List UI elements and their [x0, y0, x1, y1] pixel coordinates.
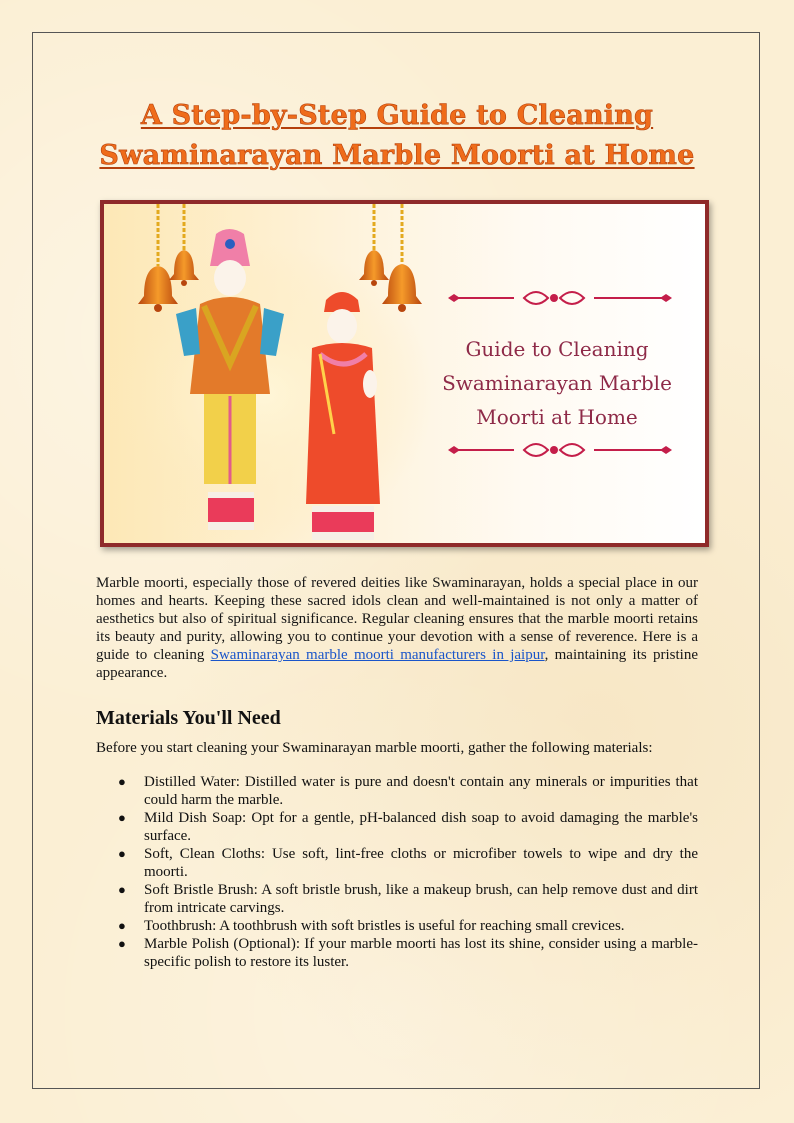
list-item: [96, 935, 698, 971]
bell-icon: [382, 204, 422, 312]
banner-caption: [422, 332, 692, 434]
divider-ornament-top: [448, 292, 672, 304]
list-item-text: Marble Polish (Optional): If your marble moorti has lost its shine, consider using a marble-specific polish to restore its luster.: [144, 936, 698, 970]
list-item: [96, 881, 698, 917]
bullet-icon: ●: [118, 936, 126, 951]
manufacturers-link[interactable]: Swaminarayan marble moorti manufacturers in jaipur: [210, 647, 545, 663]
bell-icon: [138, 204, 178, 312]
banner-caption-line: Guide to Cleaning: [465, 337, 649, 361]
banner-caption-line: Swaminarayan Marble: [442, 371, 672, 395]
list-item-text: Distilled Water: Distilled water is pure and doesn't contain any minerals or impurities that could harm the marble.: [144, 774, 698, 808]
bullet-icon: ●: [118, 774, 126, 789]
materials-lead: Before you start cleaning your Swaminarayan marble moorti, gather the following materials:: [96, 740, 653, 756]
banner-image: [100, 200, 709, 547]
list-item: [96, 845, 698, 881]
intro-paragraph: [96, 574, 698, 682]
bullet-icon: ●: [118, 846, 126, 861]
list-item: [96, 917, 698, 935]
bullet-icon: ●: [118, 882, 126, 897]
materials-list: [96, 773, 698, 971]
list-item: [96, 773, 698, 809]
document-title: A Step-by-Step Guide to Cleaning Swaminarayan Marble Moorti at Home: [99, 100, 695, 171]
list-item-text: Mild Dish Soap: Opt for a gentle, pH-balanced dish soap to avoid damaging the marble's surface.: [144, 810, 698, 844]
banner-caption-line: Moorti at Home: [476, 405, 638, 429]
list-item-text: Soft Bristle Brush: A soft bristle brush, like a makeup brush, can help remove dust and dirt from intricate carvings.: [144, 882, 698, 916]
list-item-text: Soft, Clean Cloths: Use soft, lint-free cloths or microfiber towels to wipe and dry the moorti.: [144, 846, 698, 880]
materials-heading: Materials You'll Need: [96, 707, 281, 729]
intro-text-end: , maintaining its pristine appearance.: [96, 647, 698, 681]
list-item: [96, 809, 698, 845]
bullet-icon: ●: [118, 810, 126, 825]
bullet-icon: ●: [118, 918, 126, 933]
list-item-text: Toothbrush: A toothbrush with soft bristles is useful for reaching small crevices.: [144, 918, 625, 934]
intro-text: Marble moorti, especially those of revered deities like Swaminarayan, holds a special place in our homes and hearts. Keeping these sacred idols clean and well-maintained is not only a matter of aesthetics but also of spiritual significance. Regular cleaning ensures that the marble moorti retains its beauty and purity, allowing you to continue your devotion with a sense of reverence. Here is a guide to cleaning: [96, 575, 698, 663]
divider-ornament-bottom: [448, 444, 672, 456]
